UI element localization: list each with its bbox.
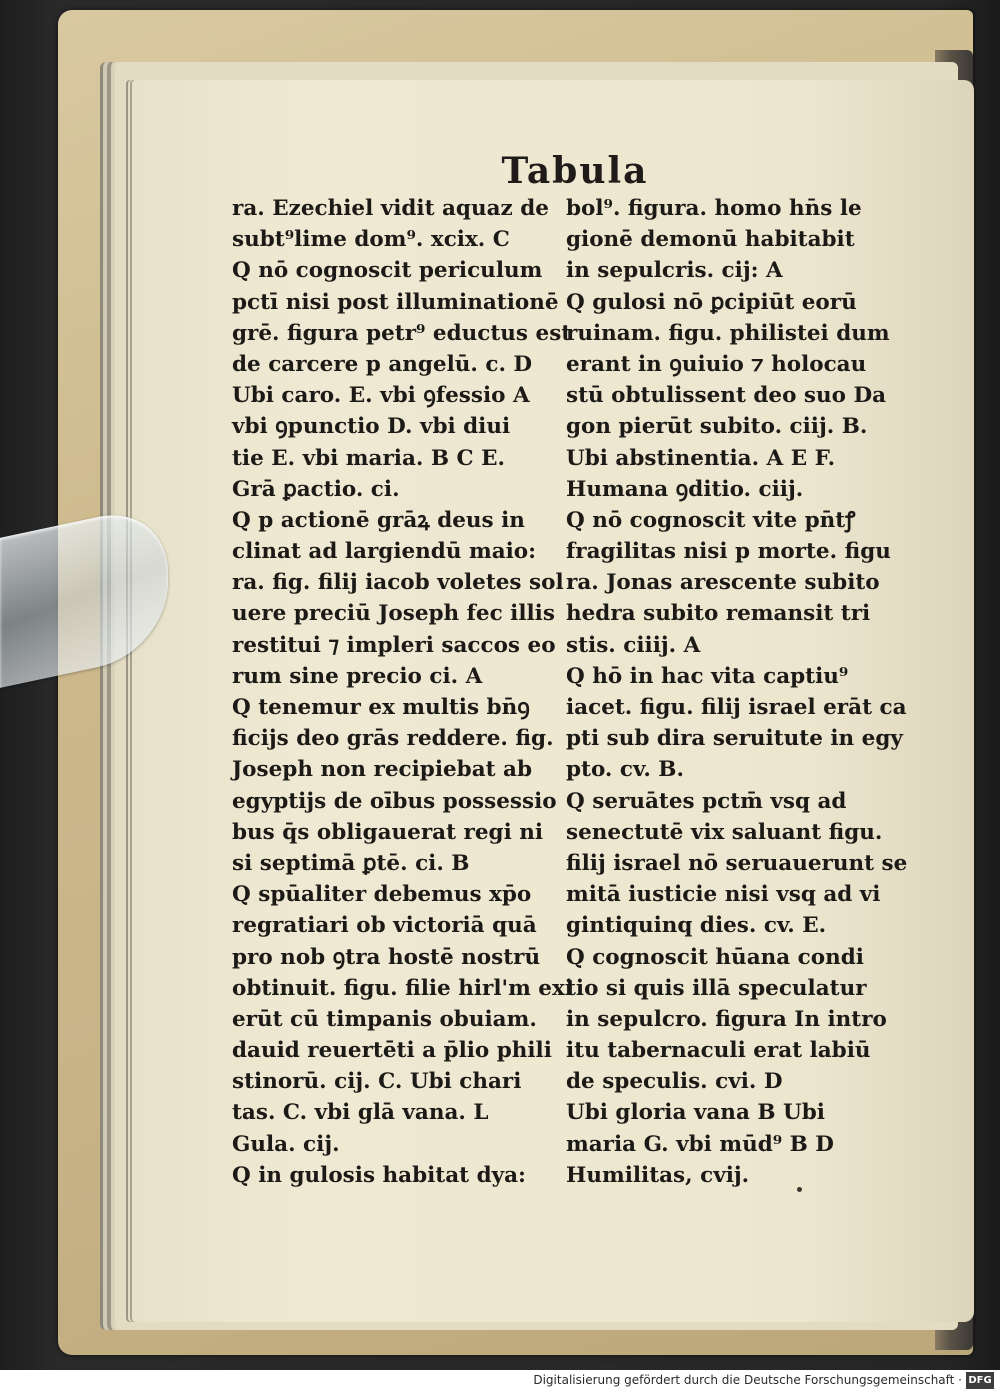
text-line: ra. Ezechiel vidit aquaz de (232, 196, 549, 221)
text-line: pctī nisi post illuminationē (232, 289, 559, 315)
text-line: Humana ꝯditio. ciij. (566, 476, 804, 502)
text-line: in sepulcris. cij: A (566, 258, 783, 284)
page-mark (797, 1187, 802, 1192)
text-line: iacet. figu. filij israel erāt ca (566, 695, 907, 720)
text-line: erant in ꝯuiuio ⁊ holocau (566, 351, 867, 377)
text-line: Q spūaliter debemus xp̄o (232, 882, 532, 908)
text-line: hedra subito remansit tri (566, 601, 871, 627)
text-line: stis. ciiij. A (566, 632, 701, 658)
text-line: Q seruātes pctm̄ vsq ad (566, 788, 847, 814)
left-text-column (232, 193, 573, 1191)
text-line: egyptijs de oībus possessio (232, 788, 557, 814)
text-line: ra. fig. filij iacob voletes sol (232, 570, 564, 596)
text-line: Q in gulosis habitat dya: (232, 1162, 526, 1188)
text-line: pro nob ꝯtra hostē nostrū (232, 944, 541, 970)
text-line: si septimā ꝑtē. ci. B (232, 850, 470, 876)
text-line: tio si quis illā speculatur (566, 975, 867, 1001)
dfg-logo: DFG (966, 1372, 994, 1389)
text-line: subt⁹lime dom⁹. xcix. C (232, 227, 510, 253)
text-line: Ubi gloria vana B Ubi (566, 1100, 825, 1126)
text-line: de carcere p angelū. c. D (232, 351, 533, 377)
text-line: de speculis. cvi. D (566, 1069, 783, 1095)
text-line: stū obtulissent deo suo Da (566, 383, 887, 409)
text-line: fragilitas nisi p morte. figu (566, 539, 891, 565)
text-line: ra. Jonas arescente subito (566, 570, 880, 596)
text-line: Humilitas, cvij. (566, 1162, 750, 1188)
text-line: obtinuit. figu. filie hirl'm exi (232, 975, 573, 1001)
text-line: maria G. vbi mūd⁹ B D (566, 1131, 834, 1157)
text-line: gon pierūt subito. ciij. B. (566, 414, 868, 440)
text-line: Gula. cij. (232, 1131, 340, 1157)
text-line: clinat ad largiendū maio: (232, 539, 537, 565)
text-line: ficijs deo grās reddere. fig. (232, 726, 554, 752)
footer-credit: Digitalisierung gefördert durch die Deutsche Forschungsgemeinschaft · (533, 1373, 962, 1387)
text-line: dauid reuertēti a p̄lio phili (232, 1038, 552, 1064)
text-line: Q nō cognoscit periculum (232, 258, 543, 284)
text-line: stinorū. cij. C. Ubi chari (232, 1069, 522, 1095)
text-line: tas. C. vbi glā vana. L (232, 1100, 489, 1126)
text-line: erūt cū timpanis obuiam. (232, 1006, 537, 1032)
text-line: Ubi caro. E. vbi ꝯfessio A (232, 383, 530, 409)
text-line: Q p actionē grāꝝ deus in (232, 507, 525, 533)
text-line: pto. cv. B. (566, 757, 684, 783)
text-line: rum sine precio ci. A (232, 663, 483, 689)
text-line: gionē demonū habitabit (566, 227, 855, 253)
text-line: vbi ꝯpunctio D. vbi diui (232, 414, 511, 440)
text-line: Ubi abstinentia. A E F. (566, 445, 836, 471)
text-line: bol⁹. figura. homo hn̄s le (566, 196, 862, 221)
text-line: filij israel nō seruauerunt se (566, 850, 908, 876)
right-text-column (566, 193, 908, 1191)
text-line: Q gulosi nō ꝑcipiūt eorū (566, 289, 857, 315)
text-line: ruinam. figu. philistei dum (566, 320, 890, 346)
page-header: Tabula (501, 150, 649, 192)
text-line: pti sub dira seruitute in egy (566, 726, 903, 752)
text-line: Joseph non recipiebat ab (232, 757, 533, 783)
text-line: uere preciū Joseph fec illis (232, 601, 555, 627)
text-line: restitui ⁊ impleri saccos eo (232, 632, 556, 658)
text-line: itu tabernaculi erat labiū (566, 1038, 871, 1064)
text-line: Grā ꝑactio. ci. (232, 476, 400, 502)
text-line: Q cognoscit hūana condi (566, 944, 864, 970)
text-line: bus q̄s obligauerat regi ni (232, 819, 544, 845)
text-line: regratiari ob victoriā quā (232, 913, 537, 939)
text-line: mitā iusticie nisi vsq ad vi (566, 882, 881, 908)
text-line: tie E. vbi maria. B C E. (232, 445, 506, 471)
footer-bar (0, 1370, 1000, 1392)
text-line: Q tenemur ex multis bn̄ꝯ (232, 695, 530, 720)
text-line: senectutē vix saluant figu. (566, 819, 883, 845)
text-line: Q nō cognoscit vite pn̄tꝭ (566, 507, 856, 533)
text-line: Q hō in hac vita captiu⁹ (566, 663, 849, 689)
text-line: gintiquinq dies. cv. E. (566, 913, 827, 939)
text-line: in sepulcro. figura In intro (566, 1006, 887, 1032)
text-line: grē. figura petr⁹ eductus est (232, 320, 572, 346)
